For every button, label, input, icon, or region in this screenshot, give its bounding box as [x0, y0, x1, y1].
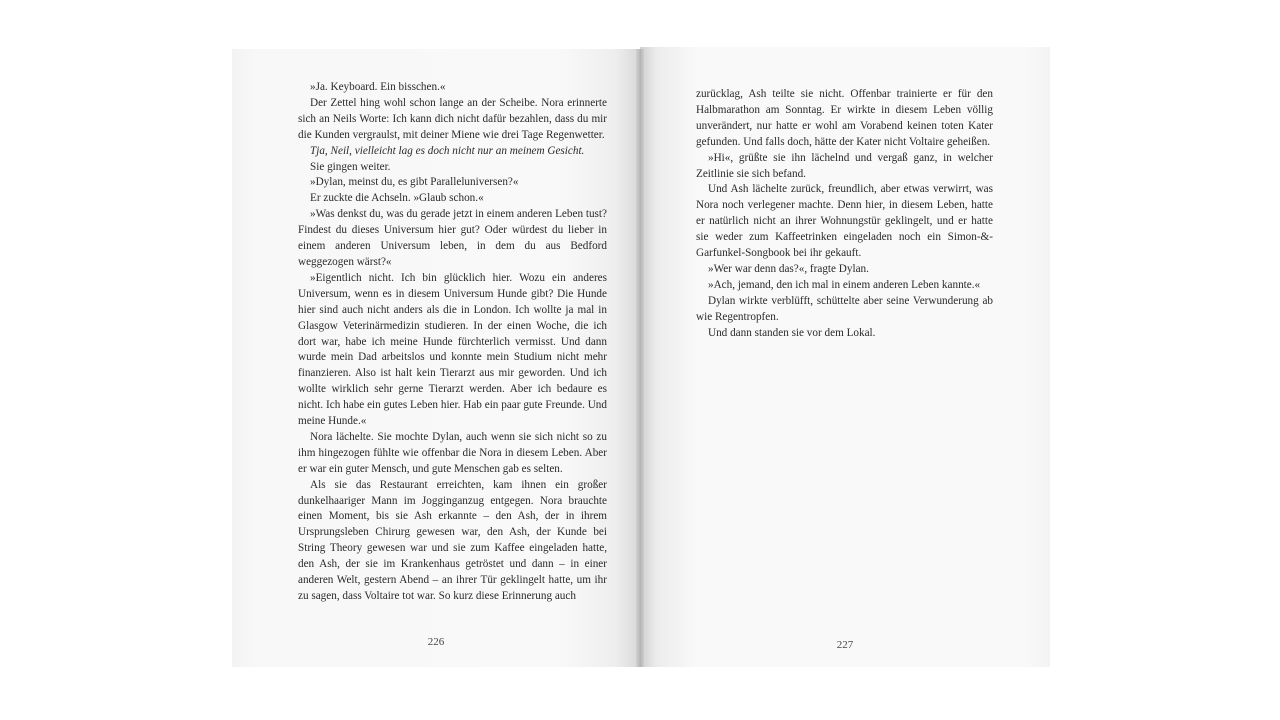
paragraph: Sie gingen weiter. — [310, 160, 391, 173]
page-number: 226 — [427, 636, 445, 649]
paragraph: »Wer war denn das?«, fragte Dylan. — [708, 262, 869, 275]
paragraph: »Eigentlich nicht. Ich bin glücklich hier. Wozu ein anderes Universum, wenn es in diesem Universum Hunde gibt? Die Hunde hier sind auch nicht anders als die in London. Ich wollte ja mal in Glasgow Veterinärmedizin studieren. In der einen Woche, die ich dort war, habe ich meine Hunde fürchterlich vermisst. Und dann wurde mein Dad arbeitslos und konnte mein Studium nicht mehr finanzieren. Also ist halt kein Tierarzt aus mir geworden. Und ich wollte wirklich sehr gerne Tierarzt werden. Aber ich bedaure es nicht. Ich habe ein gutes Leben hier. Hab ein paar gute Freunde. Und meine Hunde.« — [298, 271, 607, 428]
page-number: 227 — [836, 639, 854, 652]
paragraph: Und dann standen sie vor dem Lokal. — [708, 326, 876, 339]
book-gutter — [636, 49, 644, 667]
paragraph: Tja, Neil, vielleicht lag es doch nicht nur an meinem Gesicht. — [310, 144, 585, 157]
paragraph: Als sie das Restaurant erreichten, kam ihnen ein großer dunkelhaariger Mann im Jogginganzug entgegen. Nora brauchte einen Moment, bis sie Ash erkannte – den Ash, der in ihrem Ursprungsleben Chirurg gewesen war, den Ash, der Kunde bei String Theory gewesen war und sie zum Kaffee eingeladen hatte, den Ash, der sie im Krankenhaus getröstet und dann – in einer anderen Welt, gestern Abend – an ihrer Tür geklingelt hatte, um ihr zu sagen, dass Voltaire tot war. So kurz diese Erinnerung auch — [298, 478, 607, 602]
paragraph: »Ja. Keyboard. Ein bisschen.« — [310, 81, 446, 93]
paragraph: »Dylan, meinst du, es gibt Paralleluniversen?« — [310, 176, 519, 189]
left-page — [232, 49, 640, 667]
paragraph: »Hi«, grüßte sie ihn lächelnd und vergaß ganz, in welcher Zeitlinie sie sich befand. — [696, 151, 993, 180]
paragraph: Nora lächelte. Sie mochte Dylan, auch wenn sie sich nicht so zu ihm hingezogen fühlte wie offenbar die Nora in diesem Leben. Aber er war ein guter Mensch, und gute Menschen gab es selten. — [298, 430, 607, 475]
paragraph: Er zuckte die Achseln. »Glaub schon.« — [310, 192, 484, 205]
paragraph: zurücklag, Ash teilte sie nicht. Offenbar trainierte er für den Halbmarathon am Sonntag. Er wirkte in diesem Leben völlig unverändert, nur hatte er wohl am Vorabend keinen toten Kater gefunden. Und falls doch, hätte der Kater nicht Voltaire geheißen. — [696, 88, 993, 148]
open-book — [232, 49, 1050, 667]
paragraph: Der Zettel hing wohl schon lange an der Scheibe. Nora erinnerte sich an Neils Worte: Ich kann dich nicht dafür bezahlen, dass du mir die Kunden vergraulst, mit deiner Miene wie drei Tage Regenwetter. — [298, 96, 607, 141]
paragraph: »Ach, jemand, den ich mal in einem anderen Leben kannte.« — [708, 278, 981, 291]
paragraph: Und Ash lächelte zurück, freundlich, aber etwas verwirrt, was Nora noch verlegener machte. Denn hier, in diesem Leben, hatte er natürlich nicht an ihrer Wohnungstür geklingelt, und er hatte sie weder zum Kaffeetrinken eingeladen noch ein Simon-&-Garfunkel-Songbook bei ihr gekauft. — [696, 183, 993, 260]
paragraph: »Was denkst du, was du gerade jetzt in einem anderen Leben tust? Findest du dieses Universum hier gut? Oder würdest du lieber in einem anderen Universum leben, in dem du aus Bedford weggezogen wärst?« — [298, 208, 607, 268]
paragraph: Dylan wirkte verblüfft, schüttelte aber seine Verwunderung ab wie Regentropfen. — [696, 294, 993, 323]
right-page — [640, 47, 1050, 667]
